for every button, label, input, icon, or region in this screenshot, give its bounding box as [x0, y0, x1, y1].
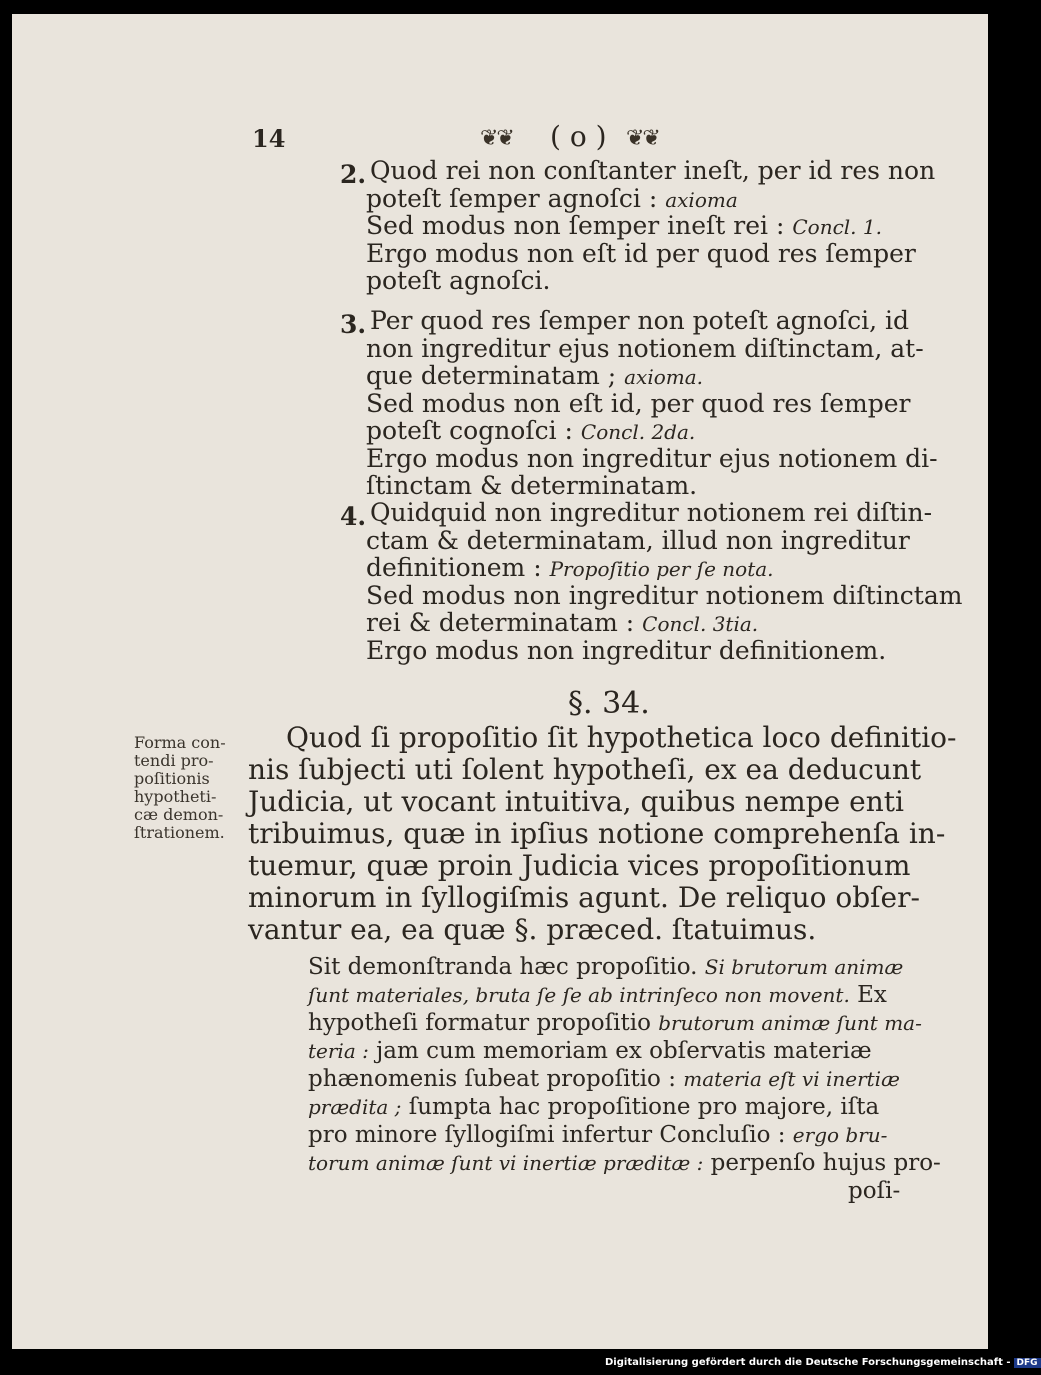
line-text: Per quod res ſemper non poteſt agnoſci, id: [370, 306, 910, 335]
margin-note-line: hypotheti-: [134, 787, 217, 806]
line-text: poteſt cognoſci :: [366, 416, 581, 445]
line-text: definitionem :: [366, 553, 550, 582]
line-text: poteſt agnoſci.: [366, 266, 551, 295]
example-italic: ergo bru-: [792, 1123, 888, 1147]
paragraph-line: tuemur, quæ proin Judicia vices propoſitionum: [248, 849, 911, 882]
example-line: [308, 1148, 941, 1178]
margin-note-line: ſtrationem.: [134, 823, 225, 842]
list-line: [366, 636, 886, 667]
example-italic: teria :: [308, 1039, 369, 1063]
list-line: [366, 239, 916, 270]
example-line: [308, 1092, 879, 1122]
paragraph-line: Judicia, ut vocant intuitiva, quibus nempe enti: [248, 785, 904, 818]
line-text: ſtinctam & determinatam.: [366, 471, 698, 500]
list-line: [366, 361, 703, 392]
list-line: [370, 156, 935, 187]
list-line: [370, 498, 932, 529]
line-italic: axioma.: [624, 365, 704, 389]
paragraph-line: minorum in ſyllogiſmis agunt. De reliquo obſer-: [248, 881, 920, 914]
list-line: [366, 389, 910, 420]
margin-note-line: poſitionis: [134, 769, 210, 788]
line-text: Sed modus non ingreditur notionem diſtinctam: [366, 580, 963, 610]
header-center: ( o ): [550, 120, 607, 153]
line-text: Sed modus non eſt id, per quod res ſemper: [366, 388, 911, 418]
list-line: [370, 306, 909, 337]
example-text: phænomenis ſubeat propoſitio :: [308, 1066, 684, 1092]
list-line: [366, 211, 882, 242]
line-text: Ergo modus non ingreditur ejus notionem di-: [366, 443, 938, 473]
line-text: rei & determinatam :: [366, 608, 643, 637]
line-italic: axioma: [665, 187, 738, 212]
line-text: Sed modus non ſemper ineſt rei :: [366, 211, 793, 240]
page-header: [12, 118, 988, 158]
example-line: [308, 1064, 900, 1094]
line-italic: Concl. 1.: [792, 215, 882, 239]
list-number: 4.: [340, 502, 367, 531]
list-line: [366, 526, 910, 557]
paragraph-line: Quod ſi propoſitio ſit hypothetica loco definitio-: [286, 721, 957, 754]
example-line: [308, 980, 887, 1010]
dfg-logo: DFG: [1014, 1358, 1041, 1368]
example-italic: Si brutorum animæ: [704, 955, 904, 979]
line-text: Ergo modus non ingreditur definitionem.: [366, 635, 887, 665]
line-text: Ergo modus non eſt id per quod res ſemper: [366, 238, 916, 268]
margin-note-line: tendi pro-: [134, 751, 214, 770]
line-italic: Concl. 3tia.: [642, 612, 759, 636]
example-italic: prædita ;: [308, 1095, 402, 1119]
example-text: ſumpta hac propoſitione pro majore, iſta: [401, 1094, 880, 1120]
example-line: [308, 1120, 887, 1150]
example-italic: materia eſt vi inertiæ: [683, 1067, 900, 1091]
list-line: [366, 581, 962, 612]
example-text: pro minore ſyllogiſmi infertur Concluſio :: [308, 1122, 793, 1148]
example-text: hypotheſi formatur propoſitio: [308, 1010, 659, 1036]
example-line: [308, 952, 903, 982]
line-italic: Propoſitio per ſe nota.: [549, 557, 774, 581]
paragraph-line: vantur ea, ea quæ §. præced. ſtatuimus.: [248, 913, 817, 946]
line-italic: Concl. 2da.: [580, 420, 696, 444]
line-text: Quod rei non conſtanter ineſt, per id res non: [370, 156, 936, 185]
example-text: Sit demonſtranda hæc propoſitio.: [308, 954, 705, 980]
section-title: §. 34.: [568, 686, 650, 721]
list-line: [366, 334, 924, 365]
example-line: [308, 1008, 922, 1038]
footer-text: Digitalisierung gefördert durch die Deutsche Forschungsgemeinschaft -: [605, 1357, 1011, 1368]
margin-note-line: Forma con-: [134, 733, 226, 752]
example-italic: ſunt materiales, bruta ſe ſe ab intrinſeco non movent.: [308, 983, 850, 1007]
line-text: que determinatam ;: [366, 361, 625, 390]
list-line: [366, 608, 758, 639]
list-line: [366, 266, 550, 297]
ornament-right-icon: ❦❦: [626, 126, 659, 151]
catchword: poſi-: [848, 1178, 901, 1204]
list-number: 2.: [340, 160, 367, 189]
line-text: non ingreditur ejus notionem diſtinctam, at-: [366, 333, 924, 363]
example-italic: torum animæ ſunt vi inertiæ præditæ :: [308, 1151, 704, 1175]
list-line: [366, 553, 774, 584]
example-text: perpenſo hujus pro-: [703, 1150, 941, 1176]
list-line: [366, 416, 695, 447]
line-text: ctam & determinatam, illud non ingreditur: [366, 525, 910, 555]
line-text: Quidquid non ingreditur notionem rei diſtin-: [370, 498, 933, 527]
ornament-left-icon: ❦❦: [480, 126, 513, 151]
margin-note-line: cæ demon-: [134, 805, 224, 824]
example-italic: brutorum animæ ſunt ma-: [658, 1011, 922, 1035]
page-number: 14: [252, 124, 286, 153]
footer-credit: [605, 1357, 1041, 1368]
list-line: [366, 444, 938, 475]
line-text: poteſt ſemper agnoſci :: [366, 183, 666, 213]
book-page: [12, 14, 988, 1349]
list-number: 3.: [340, 310, 367, 339]
list-line: [366, 184, 738, 215]
example-line: [308, 1036, 872, 1066]
paragraph-line: nis ſubjecti uti ſolent hypotheſi, ex ea deducunt: [248, 753, 922, 786]
example-text: jam cum memoriam ex obſervatis materiæ: [368, 1038, 872, 1064]
example-text: Ex: [849, 982, 887, 1008]
paragraph-line: tribuimus, quæ in ipſius notione comprehenſa in-: [248, 817, 946, 850]
